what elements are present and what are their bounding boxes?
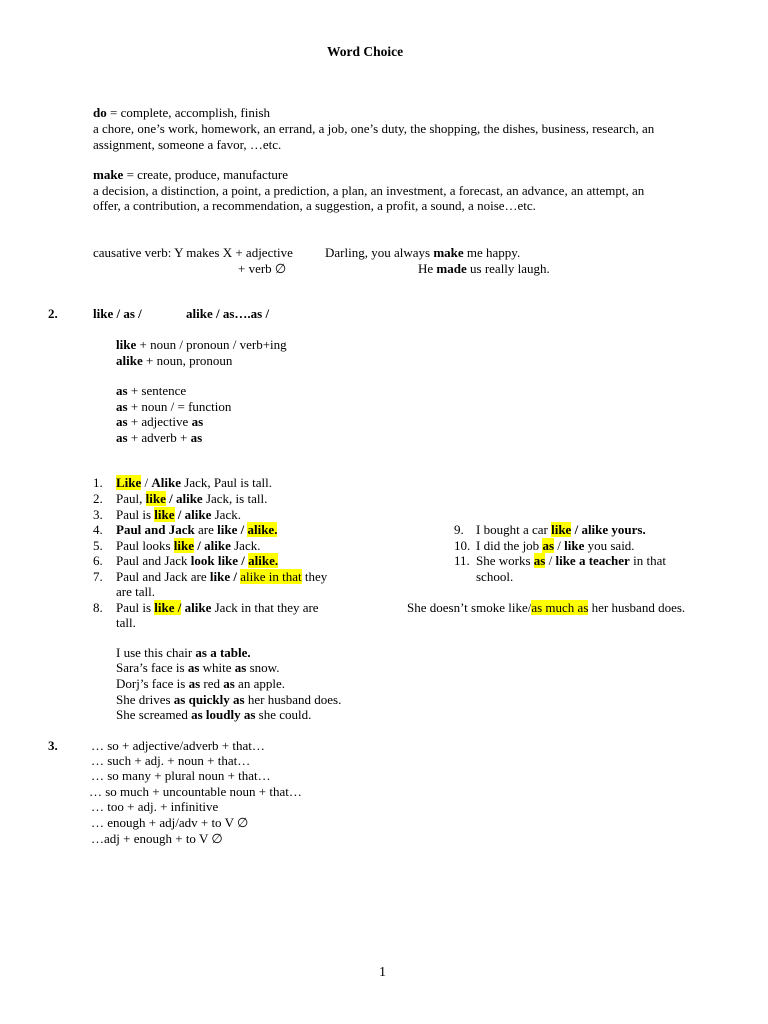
exercise-1 — [116, 475, 272, 491]
exercise-11-mid: / — [545, 553, 556, 568]
do-examples-line1: a chore, one’s work, homework, an errand, a job, one’s duty, the shopping, the dishes, business, research, an — [93, 121, 655, 136]
exercise-6-alike: alike. — [248, 553, 279, 568]
exercise-9-pre: I bought a car — [476, 522, 552, 537]
exercise-9-alike: / alike yours. — [571, 522, 646, 537]
exercise-number: 11. — [454, 553, 470, 568]
make-definition-text: = create, produce, manufacture — [123, 167, 289, 182]
exercise-10-as: as — [542, 538, 554, 553]
section-3-line: … enough + adj/adv + to V ∅ — [91, 815, 249, 830]
exercise-10-rest: you said. — [584, 538, 635, 553]
exercise-1-sep: / — [141, 475, 152, 490]
causative-verb-rule: + verb ∅ — [238, 261, 287, 276]
smoke-pre: She doesn’t smoke like/ — [407, 600, 532, 615]
exercise-number: 10. — [454, 538, 471, 553]
rule-as-text: + sentence — [127, 383, 187, 398]
rule-as-term: as — [116, 399, 128, 414]
make-definition — [93, 167, 288, 183]
exercise-5-like: like — [173, 538, 195, 553]
exercise-4-subject: Paul and Jack — [116, 522, 195, 537]
rule-as-noun — [116, 399, 231, 415]
section-3-line: … too + adj. + infinitive — [91, 799, 219, 814]
causative-example-1 — [325, 245, 520, 261]
exercise-3-pre: Paul is — [116, 507, 155, 522]
as-example-text: She drives — [116, 692, 174, 707]
section-3-line: … so much + uncountable noun + that… — [89, 784, 302, 799]
exercise-4-like: like / — [217, 522, 245, 537]
exercise-3-alike: / alike — [174, 507, 212, 522]
as-example-text: white — [199, 660, 235, 675]
exercise-5-rest: Jack. — [230, 538, 261, 553]
exercise-2 — [116, 491, 267, 507]
rule-as-term: as — [191, 414, 204, 429]
exercise-8-line2: tall. — [116, 615, 136, 630]
page-number: 1 — [379, 965, 386, 980]
as-example-text: Sara’s face is — [116, 660, 188, 675]
exercise-7-rest: they — [301, 569, 328, 584]
exercise-11-as: as — [533, 553, 546, 568]
as-example-bold: as — [234, 660, 247, 675]
section-3-number: 3. — [48, 738, 58, 753]
smoke-highlight: as much as — [531, 600, 589, 615]
exercise-6 — [116, 553, 278, 569]
as-example-text: snow. — [246, 660, 280, 675]
exercise-2-like: like — [145, 491, 166, 506]
exercise-8-pre: Paul is — [116, 600, 155, 615]
exercise-6-pre: Paul and Jack — [116, 553, 191, 568]
exercise-8 — [116, 600, 319, 616]
exercise-5 — [116, 538, 260, 554]
as-example-bold: as — [188, 676, 201, 691]
exercise-11-rest: in that — [629, 553, 666, 568]
exercise-number: 5. — [93, 538, 103, 553]
as-example-5 — [116, 707, 311, 723]
rule-alike-text: + noun, pronoun — [142, 353, 233, 368]
exercise-11-like: like a teacher — [555, 553, 630, 568]
exercise-7-pre: Paul and Jack are — [116, 569, 210, 584]
exercise-number: 9. — [454, 522, 464, 537]
exercise-number: 7. — [93, 569, 103, 584]
as-example-text: Dorj’s face is — [116, 676, 189, 691]
exercise-4 — [116, 522, 277, 538]
rule-like — [116, 337, 287, 353]
as-example-bold: as quickly as — [173, 692, 245, 707]
exercise-7-like: like / — [209, 569, 237, 584]
exercise-9-like: like — [551, 522, 572, 537]
exercise-10 — [476, 538, 635, 554]
causative-example-2 — [418, 261, 550, 277]
as-example-1 — [116, 645, 251, 661]
exercise-3 — [116, 507, 241, 523]
make-examples-line2: offer, a contribution, a recommendation, a suggestion, a profit, a sound, a noise…etc. — [93, 198, 536, 213]
rule-as-term: as — [190, 430, 203, 445]
causative-label: causative verb: Y makes X + adjective — [93, 245, 293, 260]
exercise-10-pre: I did the job — [476, 538, 543, 553]
exercise-number: 3. — [93, 507, 103, 522]
exercise-3-rest: Jack. — [211, 507, 241, 522]
causative-ex2-bold: made — [436, 261, 467, 276]
exercise-10-mid: / — [554, 538, 565, 553]
as-example-text: red — [200, 676, 224, 691]
exercise-2-pre: Paul, — [116, 491, 146, 506]
as-example-3 — [116, 676, 285, 692]
as-example-text: She screamed — [116, 707, 192, 722]
as-example-bold: as — [187, 660, 200, 675]
causative-ex2-post: us really laugh. — [466, 261, 550, 276]
rule-like-term: like — [116, 337, 137, 352]
as-example-bold: as a table. — [195, 645, 251, 660]
as-example-text: her husband does. — [244, 692, 342, 707]
causative-ex1-post: me happy. — [463, 245, 521, 260]
exercise-10-like: like — [564, 538, 585, 553]
exercise-2-rest: Jack, is tall. — [202, 491, 268, 506]
exercise-8-like: like / — [154, 600, 182, 615]
exercise-7-line2: are tall. — [116, 584, 155, 599]
section-2-heading-b: alike / as….as / — [186, 306, 270, 321]
smoke-example — [407, 600, 685, 616]
exercise-11-line2: school. — [476, 569, 514, 584]
rule-alike — [116, 353, 232, 369]
exercise-5-pre: Paul looks — [116, 538, 174, 553]
do-examples-line2: assignment, someone a favor, …etc. — [93, 137, 282, 152]
as-example-text: an apple. — [234, 676, 285, 691]
rule-as-text: + adverb + — [127, 430, 191, 445]
make-term: make — [93, 167, 124, 182]
page-title: Word Choice — [327, 44, 404, 59]
section-3-line: … so many + plural noun + that… — [91, 768, 271, 783]
section-2-heading-a: like / as / — [93, 306, 142, 321]
as-example-4 — [116, 692, 341, 708]
rule-as-adverb-as — [116, 430, 202, 446]
section-3-line: …adj + enough + to V ∅ — [91, 831, 223, 846]
rule-like-text: + noun / pronoun / verb+ing — [136, 337, 287, 352]
do-definition — [93, 105, 270, 121]
exercise-3-like: like — [154, 507, 175, 522]
exercise-11 — [476, 553, 666, 569]
smoke-post: her husband does. — [588, 600, 686, 615]
as-example-text: she could. — [255, 707, 312, 722]
exercise-11-pre: She works — [476, 553, 534, 568]
exercise-8-rest: Jack in that they are — [211, 600, 319, 615]
as-example-text: I use this chair — [116, 645, 196, 660]
as-example-bold: as — [223, 676, 235, 691]
exercise-1-like: Like — [116, 475, 142, 490]
rule-as-sentence — [116, 383, 186, 399]
as-example-2 — [116, 660, 279, 676]
exercise-6-look: look like / — [190, 553, 245, 568]
rule-as-text: + noun / = function — [127, 399, 232, 414]
exercise-number: 6. — [93, 553, 103, 568]
exercise-5-alike: / alike — [194, 538, 231, 553]
do-term: do — [93, 105, 107, 120]
exercise-number: 8. — [93, 600, 103, 615]
section-3-line: … so + adjective/adverb + that… — [91, 738, 265, 753]
exercise-number: 4. — [93, 522, 103, 537]
exercise-1-alike: Alike — [151, 475, 182, 490]
section-2-number: 2. — [48, 306, 58, 321]
rule-as-text: + adjective — [127, 414, 192, 429]
exercise-4-alike: alike. — [247, 522, 278, 537]
do-definition-text: = complete, accomplish, finish — [106, 105, 271, 120]
exercise-number: 1. — [93, 475, 103, 490]
causative-ex1-pre: Darling, you always — [325, 245, 434, 260]
make-examples-line1: a decision, a distinction, a point, a prediction, a plan, an investment, a forecast, an advance, an attempt, an — [93, 183, 645, 198]
exercise-number: 2. — [93, 491, 103, 506]
exercise-1-rest: Jack, Paul is tall. — [181, 475, 273, 490]
rule-as-term: as — [116, 414, 128, 429]
exercise-4-mid: are — [194, 522, 218, 537]
exercise-7 — [116, 569, 327, 585]
rule-as-adjective-as — [116, 414, 203, 430]
rule-alike-term: alike — [116, 353, 143, 368]
causative-ex1-bold: make — [433, 245, 464, 260]
section-3-line: … such + adj. + noun + that… — [91, 753, 251, 768]
exercise-8-alike: alike — [181, 600, 212, 615]
rule-as-term: as — [116, 383, 128, 398]
exercise-2-alike: / alike — [165, 491, 203, 506]
exercise-9 — [476, 522, 646, 538]
rule-as-term: as — [116, 430, 128, 445]
causative-ex2-pre: He — [418, 261, 437, 276]
as-example-bold: as loudly as — [191, 707, 256, 722]
exercise-7-alike: alike in that — [240, 569, 302, 584]
